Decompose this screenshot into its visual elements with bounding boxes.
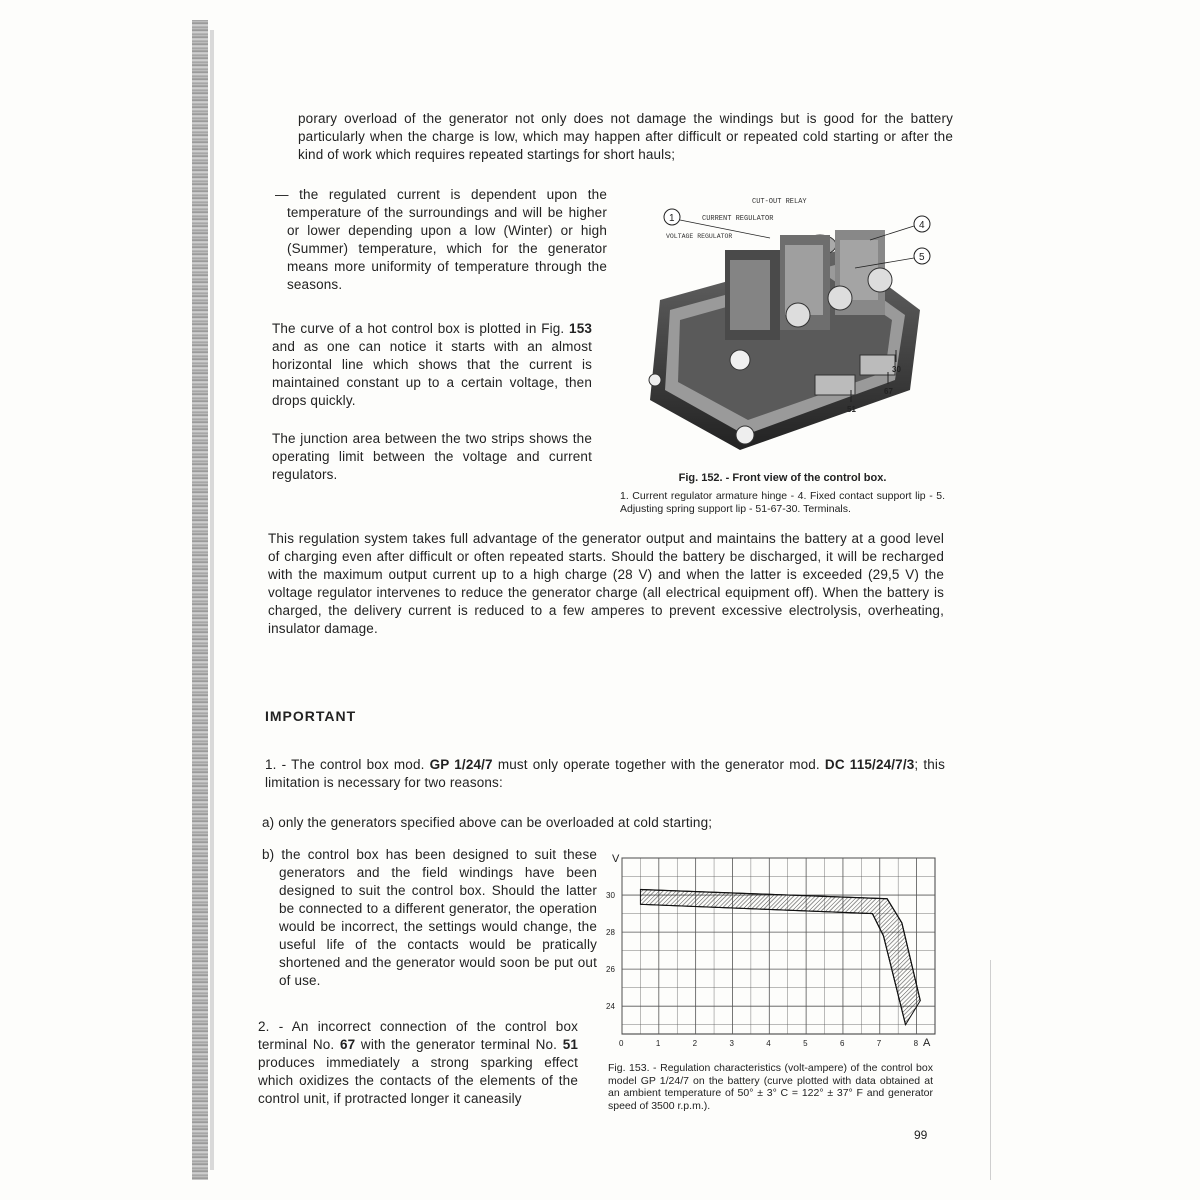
x-tick-label: 8 — [913, 1039, 919, 1048]
chart-band — [640, 889, 920, 1024]
terminal-51-label: 51 — [847, 405, 856, 414]
heading-important: IMPORTANT — [265, 708, 357, 724]
y-tick-label: 24 — [606, 1002, 615, 1012]
fig153-caption: Fig. 153. - Regulation characteristics (volt-ampere) of the control box model GP 1/24/7 on the battery (curve plotted with data obtained at an ambient temperature of 50° ± 3° C = 122° ± 37° F and generator speed of 3500 r.p.m.). — [608, 1062, 933, 1112]
regulation-chart — [600, 848, 950, 1058]
fig152-caption-title: Fig. 152. - Front view of the control box. — [678, 472, 887, 484]
item-2-pre: 2. - An incorrect connection of the control box terminal No. — [258, 1019, 578, 1052]
text-hot-curve-post: and as one can notice it starts with an almost horizontal line which shows that the current is maintained constant up to a certain voltage, then drops quickly. — [272, 339, 592, 408]
item-1-pre: 1. - The control box mod. — [265, 757, 425, 772]
chart-x-ticks — [619, 1039, 919, 1048]
item-2 — [258, 1018, 578, 1108]
item-b: b) the control box has been designed to suit these generators and the field windings have been designed to suit the control box. Should the latter be connected to a different generator, the operation would be incorrect, the settings would change, the useful life of the contacts would be pratically shortened and the generator would soon be put out of use. — [262, 847, 597, 988]
paragraph-hot-curve — [272, 320, 592, 410]
y-tick-label: 26 — [606, 965, 615, 975]
x-tick-label: 6 — [839, 1039, 845, 1048]
item-1-post: ; this limitation is necessary for two reasons: — [265, 757, 945, 790]
chart-y-label: V — [612, 853, 620, 865]
terminal-30-label: 30 — [892, 365, 901, 374]
item-1-mid: must only operate together with the generator mod. — [497, 757, 820, 772]
chart-x-label: A — [923, 1037, 931, 1049]
page-edge-line — [990, 960, 991, 1180]
x-tick-label: 1 — [655, 1039, 661, 1048]
x-tick-label: 3 — [729, 1039, 734, 1048]
x-tick-label: 0 — [619, 1039, 624, 1048]
page-binding-edge — [192, 20, 208, 1180]
item-a: a) only the generators specified above can be overloaded at cold starting; — [262, 815, 713, 830]
callout-4: 4 — [919, 220, 925, 231]
text-fig-ref: 153 — [569, 321, 593, 336]
x-tick-label: 2 — [692, 1039, 698, 1048]
item-1 — [265, 756, 945, 792]
fig152-caption-text: 1. Current regulator armature hinge - 4. Fixed contact support lip - 5. Adjusting spring support lip - 51-67-30. Terminals. — [620, 490, 945, 515]
control-box-illustration — [630, 190, 950, 460]
item-2-post: produces immediately a strong sparking effect which oxidizes the contacts of the elements of the control unit, if protracted longer it caneasily — [258, 1055, 578, 1106]
paragraph-junction-area: The junction area between the two strips shows the operating limit between the voltage and current regulators. — [272, 431, 592, 482]
callout-5: 5 — [919, 252, 925, 263]
y-tick-label: 30 — [606, 891, 615, 901]
paragraph-overload: porary overload of the generator not only does not damage the windings but is good for the battery particularly when the charge is low, which may happen after difficult or repeated cold starting or after the kind of work which requires repeated startings for short hauls; — [298, 111, 953, 162]
paragraph-regulated-current: — the regulated current is dependent upon the temperature of the surroundings and will be higher or lower depending upon a low (Winter) or high (Summer) temperature, which for the generator means more uniformity of temperature through the seasons. — [275, 187, 607, 292]
item-2-mid: with the generator terminal No. — [360, 1037, 558, 1052]
item-1-generator: DC 115/24/7/3 — [824, 757, 915, 772]
paragraph-regulation-system: This regulation system takes full advantage of the generator output and maintains the battery at a good level of charging even after difficult or often repeated starts. Should the battery be discharged, it will be recharged with the maximum output current up to a high charge (28 V) and when the latter is exceeded (29,5 V) the voltage regulator intervenes to reduce the generator charge (all electrical equipment off). When the battery is charged, the delivery current is reduced to a few amperes to prevent excessive electrolysis, overheating, insulator damage. — [268, 531, 944, 636]
callout-1: 1 — [669, 213, 675, 224]
item-1-model: GP 1/24/7 — [429, 757, 493, 772]
x-tick-label: 5 — [803, 1039, 808, 1048]
item-2-terminal-51: 51 — [562, 1037, 579, 1052]
label-cutout-relay: CUT-OUT RELAY — [752, 198, 807, 206]
terminal-67-label: 67 — [884, 387, 893, 396]
label-current-regulator: CURRENT REGULATOR — [702, 215, 774, 223]
x-tick-label: 4 — [766, 1039, 771, 1048]
label-voltage-regulator: VOLTAGE REGULATOR — [666, 233, 733, 240]
band-lower-curve — [640, 904, 905, 1024]
chart-y-ticks — [606, 891, 615, 1011]
x-tick-label: 7 — [876, 1039, 882, 1048]
item-2-terminal-67: 67 — [339, 1037, 356, 1052]
text-hot-curve-pre: The curve of a hot control box is plotted in Fig. — [272, 321, 565, 336]
page-binding-shadow — [210, 30, 214, 1170]
page-number: 99 — [914, 1128, 928, 1142]
y-tick-label: 28 — [606, 928, 615, 938]
